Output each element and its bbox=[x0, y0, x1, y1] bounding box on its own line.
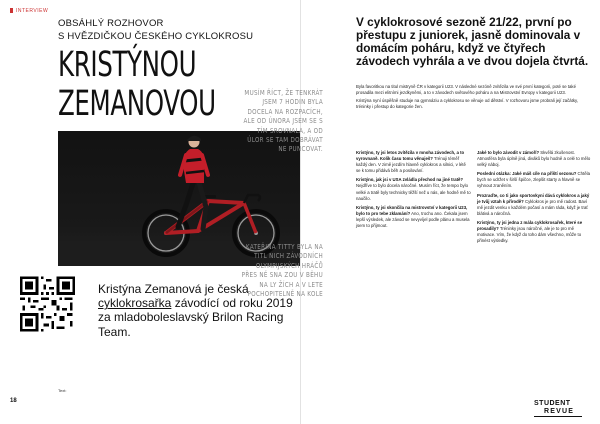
student-revue-logo bbox=[534, 400, 594, 422]
page-number: 18 bbox=[10, 398, 17, 404]
qa-item bbox=[356, 177, 471, 201]
side-quote-1: MUSÍM ŘÍCT, ŽE TENKRÁT JSEM 7 HODIN BYLA DOCELA NA ROZPACÍCH, ALE OD ÚNORA JSEM SE S TÍM SROVNALA, A OD ÚLOR SE TAM DOBRÁVAT NE PUNCOVAT. bbox=[243, 88, 323, 154]
section-tag: INTERVIEW bbox=[10, 8, 48, 14]
logo-line-2: REVUE bbox=[544, 408, 575, 415]
intro-paragraph-1: Byla favoritkou na titul mistryně ČR v kategorii U23. V následné sezóně zvítězila ve své první kategorii, poté se také prosadila mezi elitními jezdkyněmi, a to v závodech světového poháru a na Mistrovství Evropy v kategorii U23. bbox=[356, 84, 576, 96]
qa-answer: Trénuji téměř každý den. V zimě jezdím hlavně cyklokros a silnici, v létě se k tomu přidává běh a posilování. bbox=[356, 156, 466, 174]
side-quote-2: KATEŘINA TITTY BYLA NA TITL NICH ZÁVODNÍCH OLYMPIJSKÝCH HRÁČŮ PŘES NĚ SNA ZOU V BĚHU NA LY ŽÍCH A V LETE POCHOPITELNĚ NA KOLE bbox=[241, 242, 323, 299]
qa-item bbox=[356, 150, 471, 174]
qr-code-icon bbox=[20, 276, 75, 332]
qa-question: Poslední otázka: Jaké máš cíle na příští sezonu? bbox=[477, 171, 577, 177]
qa-item bbox=[477, 220, 592, 244]
quote-part-1: Kristýna Zemanová je česká bbox=[98, 282, 249, 296]
article-column-2 bbox=[477, 150, 592, 247]
intro-paragraph-2: Kristýna nyní úspěšně studuje na gymnáziu a cyklokrosu se věnuje od dětství. V rozhovoru jsme probrali její začátky, tréninky i přestup do kategorie žen. bbox=[356, 98, 579, 110]
qa-item bbox=[477, 193, 592, 217]
qa-answer: Ano, trochu ano. Čekala jsem lepší výsledek, ale závod se nevyvíjel podle plánu a musela jsem to přijmout. bbox=[356, 210, 470, 229]
headline-line-1: KRISTÝNOU bbox=[58, 45, 197, 85]
photo-credit: Text: bbox=[58, 388, 67, 393]
quote-link-cyklokrosarka[interactable]: cyklokrosařka bbox=[98, 296, 172, 311]
qa-question: Kristýno, ty jsi jedna z mála cyklokrosařek, které se prosadily? bbox=[477, 219, 583, 232]
qa-item bbox=[477, 171, 592, 189]
qa-answer: Skvělá zkušenost. Atmosféra byla úplně jiná, diváků bylo hodně a celé to mělo velký náboj. bbox=[477, 150, 591, 168]
qa-question: Prozraďte, co ti jako sportovkyni dává cyklokros a jaký je tvůj vztah k přírodě? bbox=[477, 192, 590, 204]
qa-item bbox=[477, 150, 592, 168]
headline bbox=[58, 46, 216, 124]
qa-question: Jaké to bylo závodit v zámoří? bbox=[477, 150, 540, 155]
qr-code[interactable] bbox=[20, 276, 75, 332]
kicker bbox=[58, 17, 288, 43]
qa-answer: Nejdříve to bylo docela náročné. Musím říct, že tempo bylo velké a tratě byly technicky těžší než u nás, ale hodně mě to naučilo. bbox=[356, 183, 471, 201]
qa-question: Kristýno, ty jsi letos zvítězila v mnoha závodech, a to vyrovnaně. Kolik času tomu věnuješ? bbox=[356, 150, 465, 162]
kicker-line-2: S HVĚZDIČKOU ČESKÉHO CYKLOKROSU bbox=[58, 31, 254, 42]
qa-answer: Cyklokros je pro mě radost. Baví mě jezdit venku v každém počasí a mám ráda, když je trať blátivá a náročná. bbox=[477, 198, 588, 216]
kicker-line-1: OBSÁHLÝ ROZHOVOR bbox=[58, 18, 164, 29]
qa-question: Kristýno, jak jsi v USA zvládla přechod na jiné tratě? bbox=[356, 177, 464, 183]
qa-question: Kristýno, ty jsi skončila na mistrovství v kategorii U23, bylo to pro tebe zklamání? bbox=[356, 204, 468, 216]
article-column-1 bbox=[356, 150, 471, 232]
logo-line-1: STUDENT bbox=[534, 400, 571, 407]
qa-item bbox=[356, 205, 471, 229]
headline-line-2: ZEMANOVOU bbox=[58, 84, 216, 124]
lead-paragraph: V cyklokrosové sezoně 21/22, první po přestupu z juniorek, jasně dominovala v domácím poháru, když ve čtyřech závodech vyhrála a ve dvou dojela čtvrtá. bbox=[356, 15, 589, 68]
logo-underline bbox=[534, 416, 582, 417]
qa-answer: Tréninky jsou náročné, ale je to pro mě motivace. Vím, že když do toho dám všechno, může to přinést výsledky. bbox=[477, 226, 582, 244]
qa-answer: Chtěla bych se udržet v širší špičce, zlepšit starty a hlavně se vyhnout zraněním. bbox=[477, 171, 590, 189]
intro-text bbox=[356, 84, 592, 112]
quote-part-2: závodící od roku 2019 za mladoboleslavský Brilon Racing Team. bbox=[98, 296, 293, 339]
